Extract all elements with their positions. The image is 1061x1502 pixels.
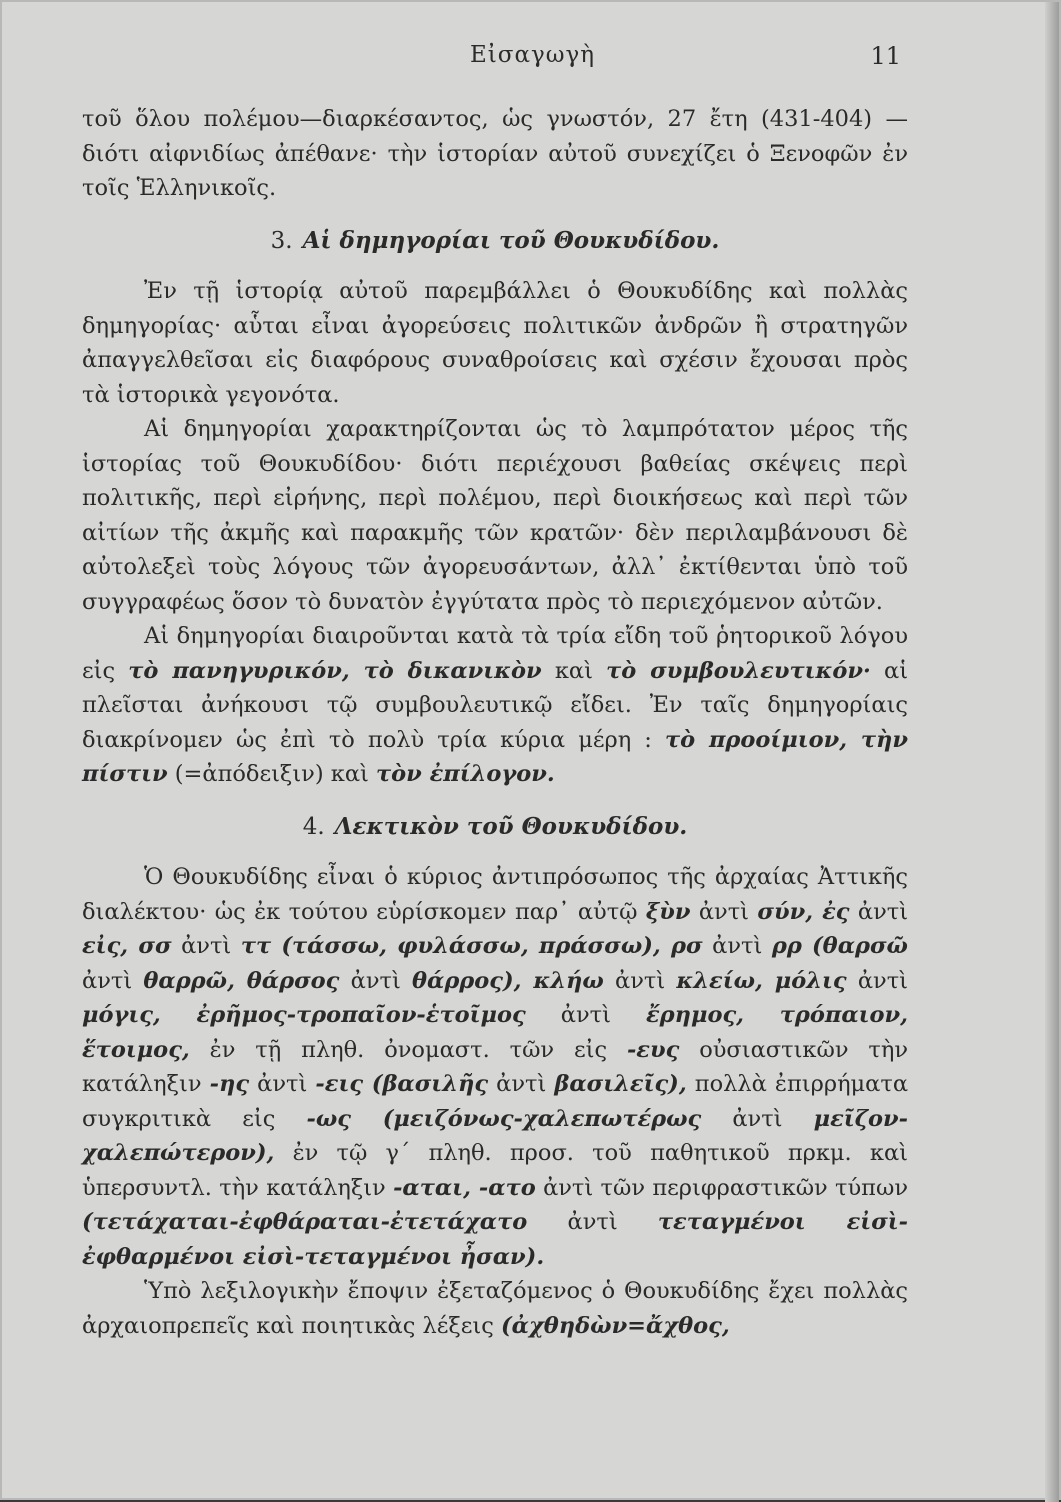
page-number: 11 [870,42,901,70]
emphasis: τὸν ἐπίλογον. [376,761,555,787]
text-run: ἀντὶ [698,898,749,925]
text-run: ἀντὶ [496,1071,547,1097]
emphasis: σύν, ἐς [757,898,850,925]
text-run: ἀντὶ [857,898,909,925]
section-title: Αἱ δημηγορίαι τοῦ Θουκυδίδου. [302,226,720,254]
emphasis: (ἀχθηδὼν=ἄχθος, [501,1312,730,1339]
text-run: ἀντὶ τῶν περιφραστικῶν τύπων [543,1174,908,1201]
text-run: ἐν τῇ πληθ. ὀνομαστ. τῶν εἰς [209,1036,608,1063]
section-number: 4. [302,813,325,840]
emphasis: μόγις, ἐρῆμος-τροπαῖον-ἑτοῖμος [82,1002,526,1028]
emphasis: τὸ προοίμιον, τὴν πίστιν [82,726,908,787]
emphasis: -αται, -ατο [393,1174,536,1201]
emphasis: μεῖζον-χαλεπώτερον), [82,1105,908,1166]
section-title: Λεκτικὸν τοῦ Θουκυδίδου. [334,812,688,840]
paragraph: Αἱ δημηγορίαι χαρακτηρίζονται ὡς τὸ λαμπρότατον μέρος τῆς ἱστορίας τοῦ Θουκυδίδου· διότι περιέχουσι βαθείας σκέψεις περὶ πολιτικῆς, περὶ εἰρήνης, περὶ πολέμου, περὶ διοικήσεως καὶ περὶ τῶν αἰτίων τῆς ἀκμῆς καὶ παρακμῆς τῶν κρατῶν· δὲν περιλαμβάνουσι δὲ αὐτολεξεὶ τοὺς λόγους τῶν ἀγορευσάντων, ἀλλ᾽ ἐκτίθενται ὑπὸ τοῦ συγγραφέως ὅσον τὸ δυνατὸν ἐγγύτατα πρὸς τὸ περιεχόμενον αὐτῶν. [82,416,908,615]
paragraph [82,1274,908,1343]
section-heading-4 [82,810,908,845]
emphasis: ξὺν [645,898,691,925]
emphasis: ἔρημος, τρόπαιον, ἕτοιμος, [82,1002,909,1063]
text-run: ἐν τῷ γ´ πληθ. προσ. τοῦ παθητικοῦ πρκμ. καὶ ὑπερσυντλ. τὴν κατάληξιν [82,1140,908,1201]
emphasis: βασιλεῖς), [554,1071,687,1097]
text-run: ἀντὶ [560,1002,611,1028]
section-heading-3 [82,224,908,259]
text-run: Αἱ δημηγορίαι διαιροῦνται κατὰ τὰ τρία εἴδη τοῦ ῥητορικοῦ λόγου εἰς [82,623,908,684]
text-run: πολλὰ ἐπιρρήματα συγκριτικὰ εἰς [82,1071,909,1132]
text-run: Ὑπὸ λεξιλογικὴν ἔποψιν ἐξεταζόμενος ὁ Θουκυδίδης ἔχει πολλὰς ἀρχαιοπρεπεῖς καὶ ποιητικὰς λέξεις [82,1278,908,1339]
section-number: 3. [270,227,293,254]
emphasis: ρρ (θαρσῶ [771,933,908,959]
emphasis: θάρρος), κλήω [412,967,604,994]
text-run: ἀντὶ [181,933,232,959]
text-run: ἀντὶ [257,1071,308,1097]
text-run: (=ἀπόδειξιν) καὶ [174,761,369,787]
emphasis: τὸ πανηγυρικόν, τὸ δικανικὸν [128,657,542,684]
emphasis: εἰς, σσ [82,933,172,959]
page-edge [1045,2,1059,1502]
paragraph [82,619,908,792]
emphasis: -εις (βασιλῆς [315,1071,489,1097]
emphasis: -ης [209,1071,250,1097]
paragraph: Ἐν τῇ ἱστορίᾳ αὐτοῦ παρεμβάλλει ὁ Θουκυδίδης καὶ πολλὰς δημηγορίας· αὗται εἶναι ἀγορεύσεις πολιτικῶν ἀνδρῶν ἢ στρατηγῶν ἀπαγγελθεῖσαι εἰς διαφόρους συναθροίσεις καὶ σχέσιν ἔχουσαι πρὸς τὰ ἱστορικὰ γεγονότα. [82,278,908,408]
text-run: καὶ [554,657,593,684]
text-run: ἀντὶ [712,933,763,959]
text-run: ἀντὶ [732,1105,783,1132]
text-run: ἀντὶ [350,967,401,994]
body-text [82,102,908,1343]
paragraph-continued: τοῦ ὅλου πολέμου—διαρκέσαντος, ὡς γνωστόν, 27 ἔτη (431-404) —διότι αἰφνιδίως ἀπέθανε· τὴν ἱστορίαν αὐτοῦ συνεχίζει ὁ Ξενοφῶν ἐν τοῖς Ἑλληνικοῖς. [82,106,908,201]
text-run: ἀντὶ [82,967,133,994]
emphasis: -ευς [626,1036,680,1063]
emphasis: ττ (τάσσω, φυλάσσω, πράσσω), ρσ [240,933,703,959]
text-run: ἀντὶ [615,967,666,994]
text-run: αἱ πλεῖσται ἀνήκουσι τῷ συμβουλευτικῷ εἴδει. Ἐν ταῖς δημηγορίαις διακρίνομεν ὡς ἐπὶ τὸ πολὺ τρία κύρια μέρη : [82,657,909,753]
paragraph [82,860,908,1274]
emphasis: τὸ συμβουλευτικόν· [606,657,871,684]
emphasis: -ως (μειζόνως-χαλεπωτέρως [306,1105,702,1132]
running-header: Εἰσαγωγὴ [469,42,596,68]
text-run: οὐσιαστικῶν τὴν κατάληξιν [82,1036,908,1097]
text-run: Ὁ Θουκυδίδης εἶναι ὁ κύριος ἀντιπρόσωπος τῆς ἀρχαίας Ἀττικῆς διαλέκτου· ὡς ἐκ τούτου εὑρίσκομεν παρ᾽ αὐτῷ [82,864,908,925]
text-run: ἀντὶ [567,1209,618,1235]
emphasis: τεταγμένοι εἰσὶ-ἐφθαρμένοι εἰσὶ-τεταγμένοι ἦσαν). [82,1209,909,1270]
emphasis: θαρρῶ, θάρσος [143,967,340,994]
text-run: ἀντὶ [857,967,909,994]
emphasis: κλείω, μόλις [676,967,847,994]
emphasis: (τετάχαται-ἐφθάραται-ἐτετάχατο [82,1209,528,1235]
